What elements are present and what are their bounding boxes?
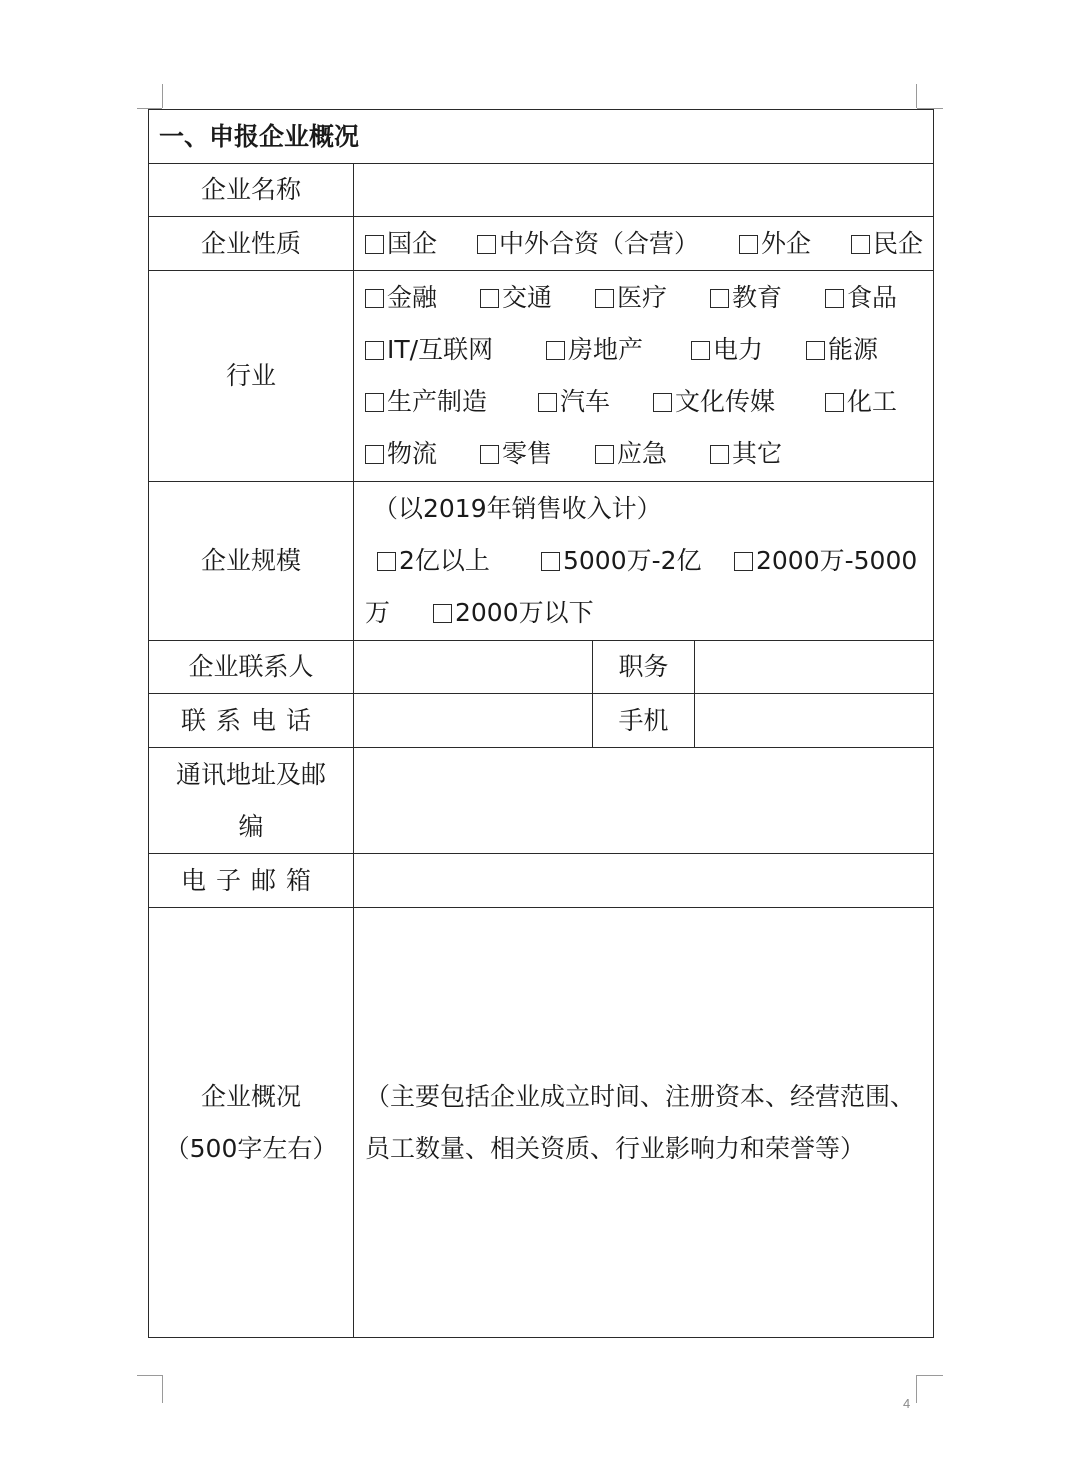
industry-options xyxy=(354,271,934,482)
position-label: 职务 xyxy=(593,641,695,694)
email-label: 电子邮箱 xyxy=(149,854,354,908)
industry-option[interactable]: 其它 xyxy=(710,428,782,480)
company-name-field[interactable] xyxy=(354,164,934,217)
industry-line xyxy=(365,376,927,428)
contact-label: 企业联系人 xyxy=(149,641,354,694)
overview-hint-line1: （主要包括企业成立时间、注册资本、经营范围、 xyxy=(365,1081,916,1111)
industry-option[interactable]: IT/互联网 xyxy=(365,324,546,376)
checkbox[interactable] xyxy=(710,289,729,308)
phone-label: 联系电话 xyxy=(149,694,354,748)
checkbox[interactable] xyxy=(365,289,384,308)
industry-option[interactable]: 文化传媒 xyxy=(653,376,825,428)
scale-option[interactable]: 5000万-2亿 xyxy=(541,535,734,587)
industry-option[interactable]: 教育 xyxy=(710,272,825,324)
page-number: 4 xyxy=(903,1396,911,1411)
crop-mark-bottom-right-h xyxy=(917,1375,943,1376)
crop-mark-top-right-v xyxy=(916,84,917,108)
position-field[interactable] xyxy=(695,641,934,694)
industry-option[interactable]: 金融 xyxy=(365,272,480,324)
industry-option[interactable]: 生产制造 xyxy=(365,376,538,428)
phone-field[interactable] xyxy=(354,694,593,748)
checkbox[interactable] xyxy=(851,235,870,254)
checkbox[interactable] xyxy=(480,289,499,308)
checkbox[interactable] xyxy=(480,445,499,464)
checkbox[interactable] xyxy=(825,393,844,412)
ownership-options xyxy=(354,217,934,271)
checkbox[interactable] xyxy=(806,341,825,360)
overview-label xyxy=(149,908,354,1338)
checkbox[interactable] xyxy=(710,445,729,464)
checkbox[interactable] xyxy=(365,445,384,464)
industry-option[interactable]: 汽车 xyxy=(538,376,653,428)
crop-mark-top-left-v xyxy=(162,84,163,108)
industry-line xyxy=(365,324,927,376)
industry-option[interactable]: 食品 xyxy=(825,272,897,324)
checkbox[interactable] xyxy=(433,604,452,623)
overview-hint-line2: 员工数量、相关资质、行业影响力和荣誉等） xyxy=(365,1133,866,1163)
checkbox[interactable] xyxy=(653,393,672,412)
ownership-label: 企业性质 xyxy=(149,217,354,271)
contact-field[interactable] xyxy=(354,641,593,694)
checkbox[interactable] xyxy=(825,289,844,308)
industry-option[interactable]: 医疗 xyxy=(595,272,710,324)
scale-line xyxy=(365,587,927,639)
scale-line xyxy=(365,535,927,587)
mobile-field[interactable] xyxy=(695,694,934,748)
industry-option[interactable]: 能源 xyxy=(806,324,878,376)
crop-mark-bottom-right-v xyxy=(916,1375,917,1403)
industry-line xyxy=(365,272,927,324)
checkbox[interactable] xyxy=(365,341,384,360)
checkbox[interactable] xyxy=(595,445,614,464)
ownership-option[interactable]: 中外合资（合营） xyxy=(477,218,699,270)
industry-line xyxy=(365,428,927,480)
scale-label: 企业规模 xyxy=(149,482,354,641)
checkbox[interactable] xyxy=(734,552,753,571)
address-label-line1: 通讯地址及邮 xyxy=(175,759,326,789)
overview-label-line2: （500字左右） xyxy=(164,1133,338,1163)
scale-wrap-text: 万 xyxy=(365,598,391,627)
scale-option[interactable]: 2000万-5000 xyxy=(734,535,917,587)
address-label-line2: 编 xyxy=(238,811,264,841)
industry-option[interactable]: 物流 xyxy=(365,428,480,480)
industry-option[interactable]: 房地产 xyxy=(546,324,691,376)
checkbox[interactable] xyxy=(691,341,710,360)
scale-options xyxy=(354,482,934,641)
email-field[interactable] xyxy=(354,854,934,908)
enterprise-info-form xyxy=(148,109,934,1338)
ownership-option[interactable]: 国企 xyxy=(365,218,437,270)
checkbox[interactable] xyxy=(477,235,496,254)
industry-option[interactable]: 零售 xyxy=(480,428,595,480)
checkbox[interactable] xyxy=(546,341,565,360)
mobile-label: 手机 xyxy=(593,694,695,748)
industry-option[interactable]: 化工 xyxy=(825,376,897,428)
crop-mark-bottom-left-h xyxy=(137,1375,162,1376)
address-field[interactable] xyxy=(354,748,934,854)
checkbox[interactable] xyxy=(541,552,560,571)
overview-field[interactable] xyxy=(354,908,934,1338)
industry-option[interactable]: 电力 xyxy=(691,324,806,376)
checkbox[interactable] xyxy=(377,552,396,571)
overview-label-line1: 企业概况 xyxy=(200,1081,301,1111)
scale-option[interactable]: 2亿以上 xyxy=(377,535,541,587)
scale-note: （以2019年销售收入计） xyxy=(373,494,662,523)
section-title: 一、申报企业概况 xyxy=(149,110,934,164)
company-name-label: 企业名称 xyxy=(149,164,354,217)
checkbox[interactable] xyxy=(595,289,614,308)
industry-label: 行业 xyxy=(149,271,354,482)
checkbox[interactable] xyxy=(365,235,384,254)
ownership-option[interactable]: 民企 xyxy=(851,218,923,270)
checkbox[interactable] xyxy=(365,393,384,412)
checkbox[interactable] xyxy=(538,393,557,412)
ownership-option[interactable]: 外企 xyxy=(739,218,811,270)
address-label xyxy=(149,748,354,854)
checkbox[interactable] xyxy=(739,235,758,254)
scale-option[interactable]: 2000万以下 xyxy=(433,587,594,639)
industry-option[interactable]: 交通 xyxy=(480,272,595,324)
crop-mark-bottom-left-v xyxy=(162,1375,163,1403)
industry-option[interactable]: 应急 xyxy=(595,428,710,480)
